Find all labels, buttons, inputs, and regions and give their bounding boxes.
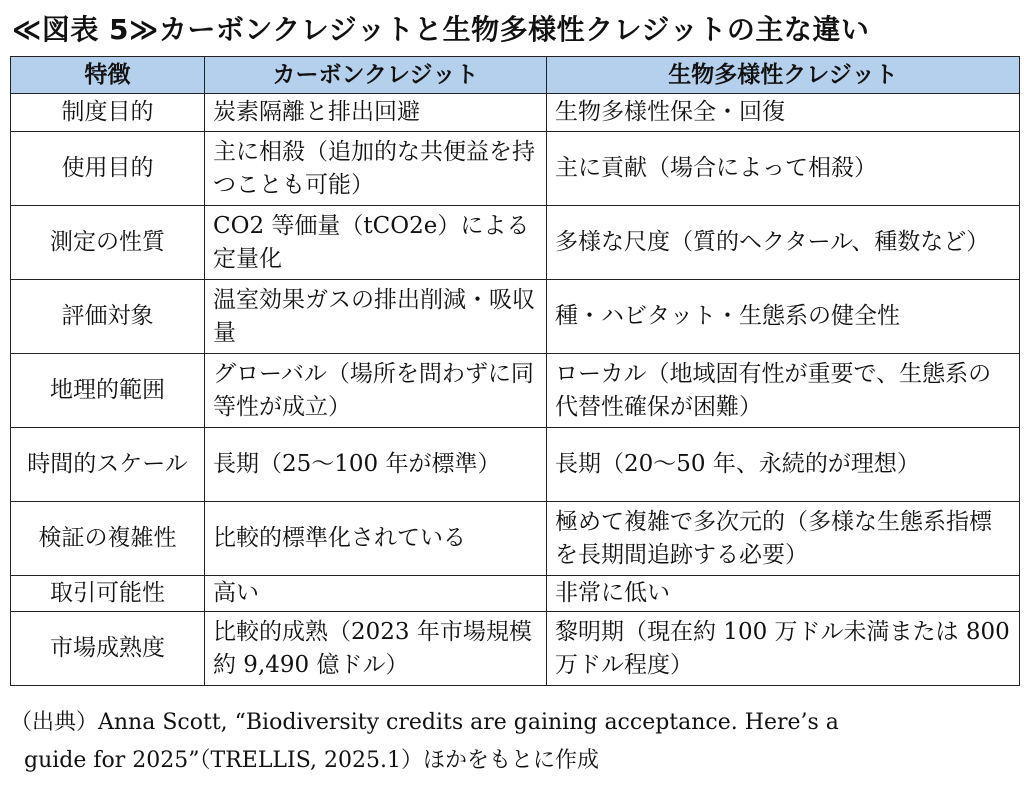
row-biodiversity-cell: 生物多様性保全・回復 [547,94,1020,132]
row-carbon-cell: 炭素隔離と排出回避 [205,94,547,132]
row-carbon-cell: 比較的標準化されている [205,502,547,576]
row-feature-cell: 取引可能性 [11,576,205,612]
row-feature-cell: 使用目的 [11,132,205,206]
row-feature-cell: 検証の複雑性 [11,502,205,576]
row-biodiversity-cell: 主に貢献（場合によって相殺） [547,132,1020,206]
row-carbon-cell: 比較的成熟（2023 年市場規模約 9,490 億ドル） [205,612,547,686]
table-row [11,612,1020,686]
row-feature-cell: 地理的範囲 [11,354,205,428]
source-note [10,704,1010,780]
row-feature-cell: 測定の性質 [11,206,205,280]
row-carbon-cell: グローバル（場所を問わずに同等性が成立） [205,354,547,428]
row-biodiversity-cell: 多様な尺度（質的ヘクタール、種数など） [547,206,1020,280]
source-note-line1: （出典）Anna Scott, “Biodiversity credits are gaining acceptance. Here’s a [10,710,839,735]
header-feature: 特徴 [11,57,205,94]
row-feature-cell: 時間的スケール [11,428,205,502]
table-row [11,576,1020,612]
table-row [11,354,1020,428]
table-row [11,94,1020,132]
page-title: ≪図表 5≫カーボンクレジットと生物多様性クレジットの主な違い [12,13,870,46]
row-biodiversity-cell: 黎明期（現在約 100 万ドル未満または 800 万ドル程度） [547,612,1020,686]
comparison-table [10,56,1020,686]
table-row [11,280,1020,354]
table-header-row [11,57,1020,94]
header-biodiversity-credit: 生物多様性クレジット [547,57,1020,94]
table-row [11,132,1020,206]
table-row [11,428,1020,502]
source-note-line2: guide for 2025”（TRELLIS, 2025.1）ほかをもとに作成 [24,748,599,773]
row-biodiversity-cell: 長期（20～50 年、永続的が理想） [547,428,1020,502]
row-biodiversity-cell: 極めて複雑で多次元的（多様な生態系指標を長期間追跡する必要） [547,502,1020,576]
row-biodiversity-cell: ローカル（地域固有性が重要で、生態系の代替性確保が困難） [547,354,1020,428]
row-carbon-cell: 温室効果ガスの排出削減・吸収量 [205,280,547,354]
row-feature-cell: 評価対象 [11,280,205,354]
row-feature-cell: 制度目的 [11,94,205,132]
row-carbon-cell: 高い [205,576,547,612]
table-row [11,502,1020,576]
table-row [11,206,1020,280]
row-carbon-cell: CO2 等価量（tCO2e）による定量化 [205,206,547,280]
header-carbon-credit: カーボンクレジット [205,57,547,94]
row-biodiversity-cell: 非常に低い [547,576,1020,612]
row-carbon-cell: 長期（25～100 年が標準） [205,428,547,502]
row-biodiversity-cell: 種・ハビタット・生態系の健全性 [547,280,1020,354]
row-feature-cell: 市場成熟度 [11,612,205,686]
row-carbon-cell: 主に相殺（追加的な共便益を持つことも可能） [205,132,547,206]
